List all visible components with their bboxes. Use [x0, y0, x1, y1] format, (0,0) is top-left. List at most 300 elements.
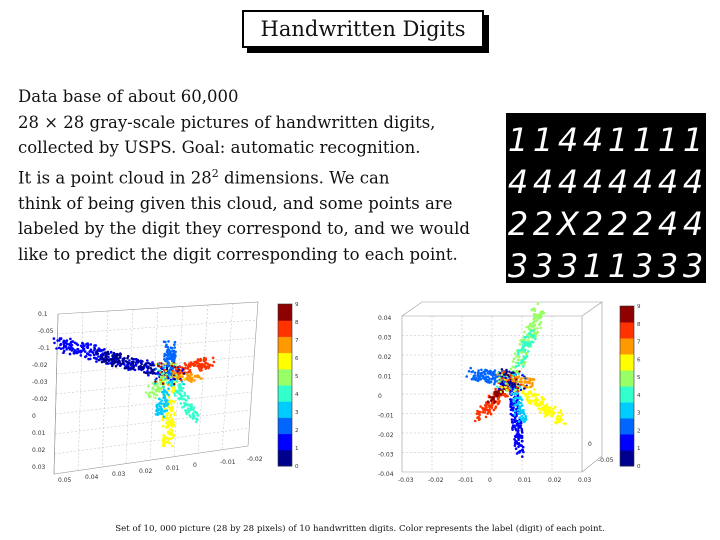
- axis-tick-label: 0.01: [378, 373, 392, 381]
- data-point: [540, 315, 543, 318]
- data-point: [199, 358, 202, 361]
- digit-glyph: 2: [632, 205, 654, 243]
- data-point: [159, 379, 161, 381]
- digit-glyph: 3: [557, 247, 579, 283]
- data-point: [521, 404, 524, 407]
- data-point: [538, 404, 541, 407]
- data-point: [526, 386, 528, 388]
- data-point: [474, 374, 477, 377]
- data-point: [515, 436, 518, 439]
- digit-glyph: 4: [582, 121, 604, 159]
- data-point: [181, 395, 184, 398]
- data-point: [124, 367, 127, 370]
- data-point: [184, 367, 187, 370]
- data-point: [505, 377, 507, 379]
- data-point: [516, 386, 518, 388]
- data-point: [496, 391, 499, 394]
- data-point: [81, 342, 84, 345]
- data-point: [521, 437, 524, 440]
- body-line-7: like to predict the digit corresponding to each point.: [18, 245, 458, 265]
- data-point: [501, 386, 503, 388]
- data-point: [528, 396, 531, 399]
- data-point: [174, 366, 176, 368]
- data-point: [180, 402, 183, 405]
- data-point: [516, 433, 519, 436]
- data-point: [187, 365, 190, 368]
- data-point: [537, 303, 540, 306]
- data-point: [165, 345, 168, 348]
- axis-box-left: [54, 302, 258, 474]
- data-point: [151, 372, 154, 375]
- data-point: [185, 413, 188, 416]
- data-point: [491, 407, 494, 410]
- data-point: [169, 416, 172, 419]
- data-point: [174, 351, 177, 354]
- data-point: [484, 404, 487, 407]
- data-point: [510, 393, 513, 396]
- data-point: [494, 377, 497, 380]
- data-point: [155, 363, 157, 365]
- data-point: [499, 386, 501, 388]
- data-point: [486, 412, 489, 415]
- data-point: [171, 445, 174, 448]
- data-point: [132, 366, 135, 369]
- data-point: [211, 364, 214, 367]
- data-point: [195, 412, 198, 415]
- figure-caption: Set of 10, 000 picture (28 by 28 pixels) of 10 handwritten digits. Color represents the label (digit) of each point.: [115, 524, 605, 534]
- data-point: [524, 381, 527, 384]
- data-point: [145, 391, 148, 394]
- data-point: [501, 374, 503, 376]
- axis-tick-label: -0.02: [32, 396, 48, 403]
- body-line-5: think of being given this cloud, and some points are: [18, 193, 453, 213]
- digit-glyph: 3: [632, 247, 654, 283]
- colorbar-tick-label: 6: [295, 356, 299, 362]
- data-point: [520, 383, 522, 385]
- data-point: [478, 414, 481, 417]
- data-point: [93, 354, 96, 357]
- data-point: [496, 386, 498, 388]
- data-point: [200, 365, 203, 368]
- digit-glyph: 4: [582, 163, 604, 201]
- data-point: [485, 416, 488, 419]
- data-point: [519, 409, 522, 412]
- data-point: [190, 409, 193, 412]
- data-point: [173, 412, 176, 415]
- data-point: [107, 353, 110, 356]
- data-point: [179, 366, 181, 368]
- body-line-1: Data base of about 60,000: [18, 87, 239, 106]
- data-point: [533, 388, 536, 391]
- data-point: [521, 391, 524, 394]
- data-point: [515, 355, 518, 358]
- data-point: [486, 369, 489, 372]
- data-point: [520, 359, 523, 362]
- data-point: [180, 388, 183, 391]
- data-point: [123, 357, 126, 360]
- data-point: [110, 358, 113, 361]
- data-point: [497, 394, 500, 397]
- data-point: [171, 400, 174, 403]
- data-point: [514, 428, 517, 431]
- data-point: [520, 411, 523, 414]
- colorbar-tick-label: 4: [295, 392, 299, 398]
- data-point: [169, 383, 171, 385]
- data-point: [161, 391, 164, 394]
- data-point: [170, 362, 172, 364]
- data-point: [179, 393, 182, 396]
- axis-tick-label: 0: [193, 462, 197, 469]
- data-point: [171, 387, 174, 390]
- data-point: [503, 371, 505, 373]
- data-point: [465, 375, 468, 378]
- data-point: [155, 413, 158, 416]
- data-point: [55, 347, 58, 350]
- colorbar-tick-label: 3: [295, 410, 299, 416]
- data-point: [198, 366, 201, 369]
- data-point: [176, 370, 178, 372]
- data-point: [152, 387, 155, 390]
- data-point: [528, 341, 531, 344]
- data-point: [543, 312, 546, 315]
- data-point: [117, 354, 120, 357]
- data-point: [173, 343, 176, 346]
- axis-tick-label: -0.02: [32, 362, 48, 369]
- data-point: [480, 374, 483, 377]
- data-point: [500, 391, 502, 393]
- data-point: [518, 412, 521, 415]
- colorbar-segment: [278, 353, 292, 370]
- data-point: [521, 374, 523, 376]
- data-point: [175, 374, 177, 376]
- data-point: [146, 372, 149, 375]
- data-point: [107, 359, 110, 362]
- axis-tick-label: 0.02: [548, 477, 562, 484]
- data-point: [509, 391, 511, 393]
- data-point: [154, 381, 156, 383]
- data-point: [166, 414, 169, 417]
- data-point: [508, 371, 510, 373]
- data-point: [478, 418, 481, 421]
- data-point: [192, 416, 195, 419]
- data-point: [554, 406, 557, 409]
- data-point: [520, 361, 523, 364]
- data-point: [194, 375, 197, 378]
- digit-glyph: 1: [507, 121, 529, 159]
- data-point: [471, 378, 474, 381]
- data-point: [190, 364, 193, 367]
- data-point: [486, 403, 489, 406]
- colorbar-segment: [620, 306, 634, 323]
- data-point: [535, 316, 538, 319]
- axis-tick-label: -0.04: [378, 471, 394, 478]
- data-point: [195, 421, 198, 424]
- colorbar-segment: [620, 354, 634, 371]
- data-point: [173, 376, 175, 378]
- data-point: [533, 403, 536, 406]
- data-point: [104, 359, 107, 362]
- data-point: [525, 336, 528, 339]
- data-point: [540, 321, 543, 324]
- data-point: [492, 396, 495, 399]
- data-point: [86, 342, 89, 345]
- data-point: [154, 397, 157, 400]
- colorbar-tick-label: 2: [295, 428, 299, 434]
- data-point: [531, 384, 534, 387]
- data-point: [539, 408, 542, 411]
- data-point: [511, 428, 514, 431]
- data-point: [167, 387, 170, 390]
- data-point: [517, 437, 520, 440]
- body-line-4: It is a point cloud in $28^2$ dimensions. We can: [18, 166, 390, 188]
- data-point: [556, 418, 559, 421]
- data-point: [518, 370, 520, 372]
- data-point: [154, 388, 157, 391]
- digit-glyph: 4: [607, 163, 629, 201]
- data-point: [147, 366, 150, 369]
- data-point: [164, 378, 166, 380]
- data-point: [517, 427, 520, 430]
- data-point: [148, 396, 151, 399]
- data-point: [208, 366, 211, 369]
- data-point: [159, 371, 161, 373]
- axis-tick-label: -0.05: [38, 328, 54, 335]
- data-point: [540, 312, 543, 315]
- data-point: [181, 406, 184, 409]
- axis-tick-label: -0.01: [220, 459, 236, 466]
- data-point: [95, 357, 98, 360]
- data-point: [168, 396, 171, 399]
- axis-tick-label: 0.03: [378, 334, 392, 342]
- data-point: [89, 358, 92, 361]
- data-point: [160, 388, 163, 391]
- data-point: [518, 420, 521, 423]
- data-point: [162, 383, 164, 385]
- data-point: [500, 379, 502, 381]
- data-point: [479, 378, 482, 381]
- data-point: [524, 349, 527, 352]
- axis-tick-label: -0.01: [458, 477, 474, 484]
- data-point: [143, 364, 146, 367]
- data-point: [139, 367, 142, 370]
- data-point: [515, 447, 518, 450]
- data-point: [80, 350, 83, 353]
- digit-glyph: 4: [507, 163, 529, 201]
- data-point: [474, 420, 477, 423]
- axis-tick-label: 0: [378, 393, 382, 400]
- data-point: [511, 418, 514, 421]
- data-point: [497, 397, 500, 400]
- data-point: [514, 410, 517, 413]
- data-point: [53, 342, 56, 345]
- data-point: [101, 361, 104, 364]
- data-point: [538, 324, 541, 327]
- data-point: [167, 403, 170, 406]
- data-point: [537, 394, 540, 397]
- digit-glyph: 1: [682, 121, 704, 159]
- data-point: [519, 349, 522, 352]
- slide-title: Handwritten Digits: [242, 10, 484, 48]
- data-point: [169, 399, 172, 402]
- data-point: [166, 382, 168, 384]
- data-point: [142, 367, 145, 370]
- data-point: [526, 399, 529, 402]
- data-point: [122, 360, 125, 363]
- data-point: [197, 358, 200, 361]
- data-point: [81, 346, 84, 349]
- body-text: [18, 84, 498, 268]
- axis-tick-label: -0.02: [428, 477, 444, 484]
- data-point: [521, 428, 524, 431]
- data-point: [85, 355, 88, 358]
- data-point: [493, 383, 496, 386]
- axis-tick-label: 0.1: [38, 311, 48, 318]
- data-point: [95, 360, 98, 363]
- data-point: [511, 366, 514, 369]
- data-point: [490, 400, 493, 403]
- data-point: [103, 348, 106, 351]
- data-point: [75, 352, 78, 355]
- digit-glyph: 4: [632, 163, 654, 201]
- data-point: [512, 400, 515, 403]
- data-point: [169, 421, 172, 424]
- data-point: [116, 357, 119, 360]
- data-point: [485, 408, 488, 411]
- data-point: [510, 368, 513, 371]
- data-point: [156, 394, 159, 397]
- data-point: [164, 360, 167, 363]
- data-point: [178, 376, 181, 379]
- data-point: [510, 372, 513, 375]
- data-point: [147, 394, 150, 397]
- data-point: [162, 425, 165, 428]
- data-point: [494, 400, 497, 403]
- data-point: [186, 395, 189, 398]
- data-point: [533, 314, 536, 317]
- data-point: [534, 309, 537, 312]
- body-line-2: 28 × 28 gray-scale pictures of handwritten digits,: [18, 112, 436, 132]
- data-point: [184, 394, 187, 397]
- data-point: [522, 343, 525, 346]
- axis-tick-label: -0.01: [378, 412, 394, 420]
- colorbar-tick-label: 5: [637, 375, 641, 382]
- colorbar-tick-label: 7: [637, 339, 641, 346]
- data-point: [157, 369, 159, 371]
- colorbar-segment: [278, 401, 292, 418]
- data-point: [509, 405, 512, 408]
- colorbar-segment: [278, 385, 292, 402]
- data-point: [533, 334, 536, 337]
- digit-glyph: 3: [507, 247, 529, 283]
- data-point: [522, 384, 525, 387]
- axis-tick-label: 0.02: [139, 468, 153, 475]
- data-point: [199, 363, 202, 366]
- data-point: [509, 403, 512, 406]
- data-point: [71, 349, 74, 352]
- data-point: [541, 396, 544, 399]
- data-point: [520, 422, 523, 425]
- data-point: [512, 398, 515, 401]
- data-point: [158, 405, 161, 408]
- data-point: [513, 413, 516, 416]
- data-point: [165, 421, 168, 424]
- data-point: [190, 361, 193, 364]
- data-point: [514, 383, 516, 385]
- data-point: [175, 364, 177, 366]
- data-point: [171, 357, 174, 360]
- colorbar-segment: [278, 336, 292, 353]
- data-point: [514, 353, 517, 356]
- data-point: [179, 372, 181, 374]
- data-point: [145, 362, 148, 365]
- data-point: [167, 430, 170, 433]
- data-point: [468, 370, 471, 373]
- data-point: [187, 378, 190, 381]
- data-point: [146, 359, 149, 362]
- data-point: [528, 325, 531, 328]
- data-point: [482, 411, 485, 414]
- data-point: [476, 413, 479, 416]
- data-point: [69, 338, 72, 341]
- data-point: [188, 405, 191, 408]
- axis-tick-label: 0.02: [378, 354, 392, 361]
- colorbar-segment: [620, 450, 634, 467]
- data-point: [510, 413, 513, 416]
- data-point: [190, 381, 193, 384]
- data-point: [527, 344, 530, 347]
- data-point: [516, 392, 519, 395]
- data-point: [545, 409, 548, 412]
- axis-tick-label: -0.03: [32, 379, 48, 386]
- data-point: [519, 343, 522, 346]
- digit-glyph: 1: [607, 121, 629, 159]
- data-point: [137, 360, 140, 363]
- data-point: [521, 415, 524, 418]
- data-point: [135, 364, 138, 367]
- data-point: [561, 414, 564, 417]
- data-point: [517, 430, 520, 433]
- data-point: [174, 378, 176, 380]
- data-point: [125, 360, 128, 363]
- digit-glyph: 1: [607, 247, 629, 283]
- digit-glyph: 4: [557, 121, 579, 159]
- data-point: [170, 413, 173, 416]
- data-point: [532, 400, 535, 403]
- data-point: [544, 411, 547, 414]
- colorbar-left: [278, 302, 299, 470]
- data-point: [185, 399, 188, 402]
- data-point: [66, 343, 69, 346]
- data-point: [517, 362, 520, 365]
- data-point: [161, 366, 163, 368]
- data-point: [152, 391, 155, 394]
- digit-glyph: 2: [532, 205, 554, 243]
- data-point: [200, 369, 203, 372]
- data-point: [530, 330, 533, 333]
- data-point: [152, 369, 155, 372]
- data-point: [543, 398, 546, 401]
- data-point: [93, 347, 96, 350]
- data-point: [533, 321, 536, 324]
- data-point: [522, 409, 525, 412]
- digit-glyph: 4: [682, 205, 704, 243]
- data-point: [152, 364, 155, 367]
- axis-tick-label: 0.01: [32, 430, 46, 437]
- data-point: [164, 363, 166, 365]
- data-point: [513, 374, 515, 376]
- data-point: [520, 402, 523, 405]
- data-point: [203, 363, 206, 366]
